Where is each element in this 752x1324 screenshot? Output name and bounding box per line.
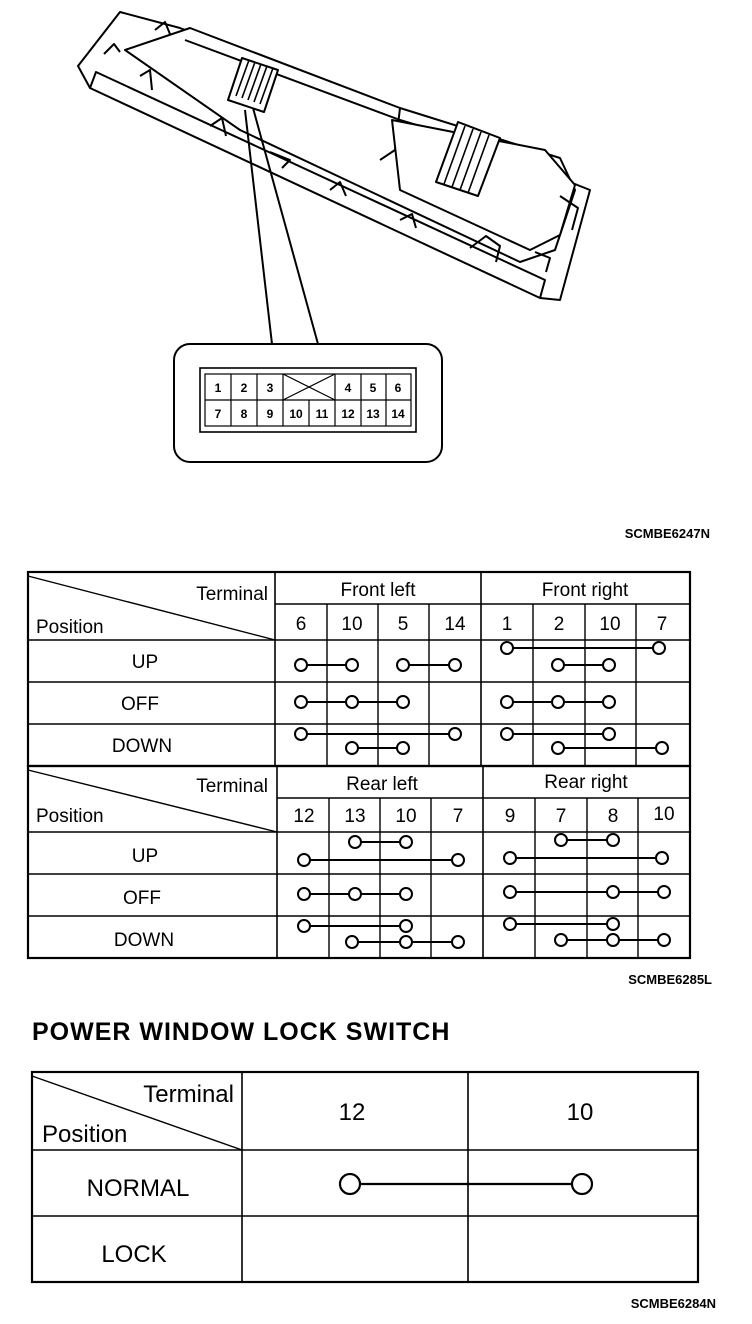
continuity-node [501, 728, 513, 740]
continuity-node [346, 936, 358, 948]
continuity-node [603, 659, 615, 671]
front-right-group: Front right [541, 580, 629, 601]
connector-pin-8: 8 [240, 407, 248, 421]
connector-pin-4: 4 [344, 381, 352, 395]
continuity-node [658, 934, 670, 946]
figure-ref-switch: SCMBE6247N [624, 526, 710, 541]
front-terminal-col: 10 [341, 614, 363, 635]
continuity-node [501, 642, 513, 654]
connector-pin-14: 14 [391, 407, 405, 421]
front-terminal-col: 10 [599, 614, 621, 635]
rear-continuity-marks [298, 834, 670, 948]
continuity-node [400, 836, 412, 848]
connector-pin-6: 6 [394, 381, 402, 395]
connector-pin-5: 5 [369, 381, 377, 395]
connector-callout [174, 344, 442, 462]
figure-ref-lock: SCMBE6284N [630, 1296, 716, 1311]
front-terminal-label: Terminal [196, 584, 268, 605]
continuity-node [295, 696, 307, 708]
continuity-node [346, 659, 358, 671]
continuity-node [400, 920, 412, 932]
connector-pin-2: 2 [240, 381, 248, 395]
rear-terminal-col: 8 [607, 806, 619, 827]
front-row-down: DOWN [111, 736, 173, 757]
rear-row-down: DOWN [113, 930, 175, 951]
continuity-node [349, 888, 361, 900]
continuity-node [397, 696, 409, 708]
continuity-node [295, 659, 307, 671]
front-terminal-col: 6 [295, 614, 307, 635]
rear-terminal-col: 7 [555, 806, 567, 827]
lock-row-normal: NORMAL [86, 1175, 190, 1202]
continuity-node [603, 728, 615, 740]
continuity-node [397, 659, 409, 671]
continuity-node [607, 918, 619, 930]
front-terminal-col: 14 [444, 614, 466, 635]
lock-terminal-col: 10 [566, 1099, 594, 1126]
continuity-node [504, 886, 516, 898]
connector-pin-3: 3 [266, 381, 274, 395]
continuity-node [504, 918, 516, 930]
continuity-node [552, 742, 564, 754]
continuity-node [452, 936, 464, 948]
rear-terminal-col: 12 [293, 806, 315, 827]
rear-terminal-label: Terminal [196, 776, 268, 797]
continuity-node [298, 854, 310, 866]
continuity-node [295, 728, 307, 740]
continuity-node [603, 696, 615, 708]
rear-terminal-col: 10 [653, 804, 675, 825]
lock-terminal-col: 12 [338, 1099, 366, 1126]
front-terminal-col: 5 [397, 614, 409, 635]
continuity-node [298, 920, 310, 932]
continuity-node [340, 1174, 360, 1194]
front-row-up: UP [131, 652, 159, 673]
connector-pin-12: 12 [341, 407, 355, 421]
lock-row-lock: LOCK [101, 1241, 167, 1268]
connector-pin-9: 9 [266, 407, 274, 421]
continuity-node [449, 659, 461, 671]
continuity-node [656, 742, 668, 754]
rear-right-group: Rear right [544, 772, 628, 793]
continuity-node [555, 934, 567, 946]
rear-terminal-col: 10 [395, 806, 417, 827]
continuity-node [400, 936, 412, 948]
connector-pin-11: 11 [315, 407, 329, 421]
continuity-node [346, 742, 358, 754]
rear-row-off: OFF [123, 888, 161, 909]
continuity-node [658, 886, 670, 898]
continuity-node [607, 934, 619, 946]
front-terminal-col: 2 [553, 614, 565, 635]
lock-terminal-label: Terminal [143, 1081, 234, 1108]
continuity-node [555, 834, 567, 846]
front-terminal-col: 1 [501, 614, 513, 635]
lock-position-label: Position [42, 1121, 128, 1148]
continuity-node [452, 854, 464, 866]
rear-terminal-col: 13 [344, 806, 366, 827]
front-row-off: OFF [121, 694, 159, 715]
connector-pin-1: 1 [214, 381, 222, 395]
connector-pin-13: 13 [366, 407, 380, 421]
continuity-node [504, 852, 516, 864]
lock-switch-title: POWER WINDOW LOCK SWITCH [32, 1018, 451, 1046]
continuity-node [656, 852, 668, 864]
front-terminal-col: 7 [656, 614, 668, 635]
continuity-node [397, 742, 409, 754]
continuity-node [607, 834, 619, 846]
rear-position-label: Position [36, 806, 104, 827]
continuity-node [552, 659, 564, 671]
rear-terminal-col: 7 [452, 806, 464, 827]
continuity-node [501, 696, 513, 708]
connector-pin-7: 7 [214, 407, 222, 421]
rear-terminal-col: 9 [504, 806, 516, 827]
continuity-node [607, 886, 619, 898]
continuity-node [346, 696, 358, 708]
rear-left-group: Rear left [346, 774, 418, 795]
lock-continuity-marks [340, 1174, 592, 1194]
continuity-node [449, 728, 461, 740]
front-left-group: Front left [340, 580, 416, 601]
continuity-node [572, 1174, 592, 1194]
connector-pin-10: 10 [289, 407, 303, 421]
continuity-node [552, 696, 564, 708]
switch-assembly-illustration [78, 12, 590, 300]
rear-row-up: UP [131, 846, 159, 867]
front-position-label: Position [36, 617, 104, 638]
figure-ref-tables: SCMBE6285L [628, 972, 712, 987]
continuity-node [653, 642, 665, 654]
continuity-node [349, 836, 361, 848]
continuity-node [298, 888, 310, 900]
continuity-node [400, 888, 412, 900]
